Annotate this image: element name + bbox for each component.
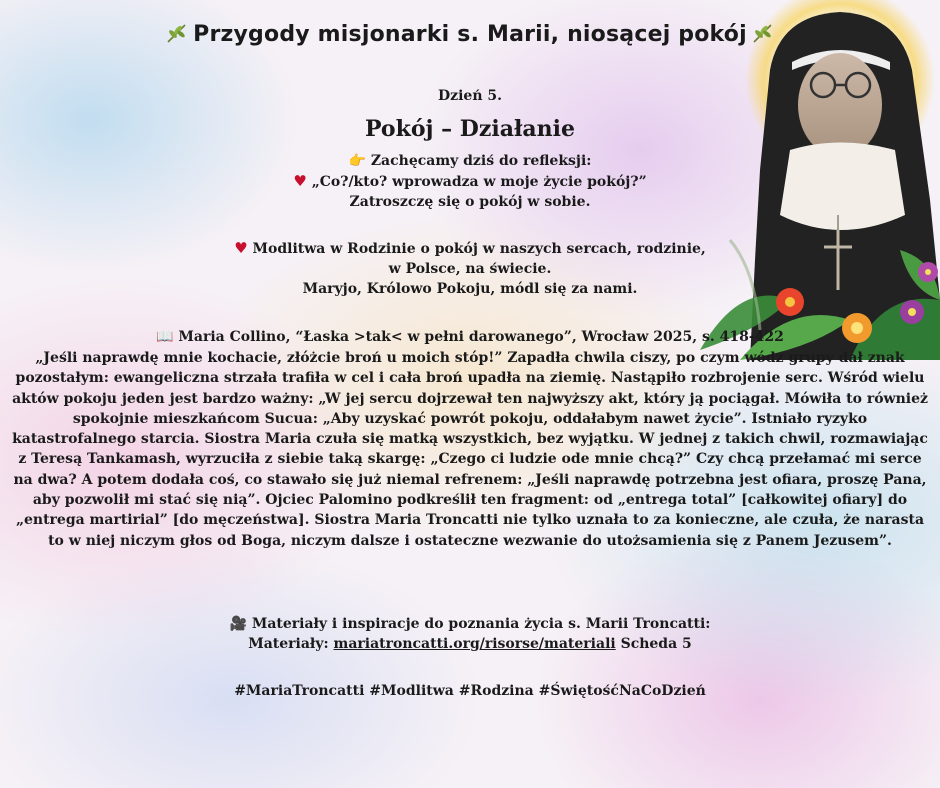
- reflection-intro: Zachęcamy dziś do refleksji:: [370, 153, 592, 169]
- title-text: Przygody misjonarki s. Marii, niosącej pokój: [193, 22, 747, 47]
- heart-icon: ♥: [234, 239, 248, 257]
- prayer-block: [0, 238, 940, 299]
- materials-link[interactable]: mariatroncatti.org/risorse/materiali: [333, 636, 616, 652]
- citation: [0, 327, 940, 347]
- materials-heading: Materiały i inspiracje do poznania życia s. Marii Troncatti:: [251, 616, 711, 632]
- reflection-answer: Zatroszczę się o pokój w sobie.: [349, 194, 591, 210]
- pointing-hand-icon: 👉: [348, 153, 366, 169]
- open-book-icon: 📖: [156, 329, 174, 345]
- reflection-question: „Co?/kto? wprowadza w moje życie pokój?”: [311, 174, 647, 190]
- movie-camera-icon: 🎥: [229, 616, 247, 632]
- prayer-line-1: Modlitwa w Rodzinie o pokój w naszych sercach, rodzinie,: [252, 241, 706, 257]
- day-label: Dzień 5.: [438, 88, 502, 104]
- olive-branch-icon: [751, 22, 775, 44]
- hashtags: #MariaTroncatti #Modlitwa #Rodzina #ŚwiętośćNaCoDzień: [234, 683, 706, 699]
- materials-suffix: Scheda 5: [620, 636, 692, 652]
- citation-text: Maria Collino, “Łaska >tak< w pełni darowanego”, Wrocław 2025, s. 418-422: [178, 329, 784, 345]
- materials-block: [0, 614, 940, 654]
- heart-icon: ♥: [293, 172, 307, 190]
- quote-paragraph: „Jeśli naprawdę mnie kochacie, złóżcie broń u moich stóp!” Zapadła chwila ciszy, po czym wódz grupy dał znak pozostałym: ewangeliczna strzała trafiła w cel i cała broń upadła na ziemię. Nastąpiło rozbrojenie serc. Wśród wielu aktów pokoju jeden jest bardzo ważny: „W jej sercu dojrzewał ten najwyższy akt, który ją pociągał. Mówiła to również spokojnie mieszkańcom Sucua: „Aby uzyskać powrót pokoju, oddałabym nawet życie”. Istniało ryzyko katastrofalnego starcia. Siostra Maria czuła się matką wszystkich, bez wyjątku. W jednej z takich chwil, rozmawiając z Teresą Tankamash, wyrzuciła z siebie taką skargę: „Czego ci ludzie ode mnie chcą?” Czy chcą przełamać mi serce na dwa? A potem dodała coś, co stawało się już niemal refrenem: „Jeśli naprawdę potrzebna jest ofiara, proszę Pana, aby pozwolił mi stać się nią”. Ojciec Palomino podkreślił ten fragment: od „entrega total” [całkowitej ofiary] do „entrega martirial” [do męczeństwa]. Siostra Maria Troncatti nie tylko uznała to za konieczne, ale czuła, że narasta to w niej niczym głos od Boga, niczym dalsze i ostateczne wezwanie do utożsamienia się z Panem Jezusem”.: [12, 350, 928, 549]
- subtitle: Pokój – Działanie: [364, 116, 576, 142]
- materials-prefix: Materiały:: [248, 636, 329, 652]
- post-title: [0, 22, 940, 47]
- olive-branch-icon: [165, 22, 189, 44]
- prayer-line-2: w Polsce, na świecie.: [388, 261, 552, 277]
- reflection-block: [0, 151, 940, 212]
- prayer-line-3: Maryjo, Królowo Pokoju, módl się za nami.: [302, 281, 638, 297]
